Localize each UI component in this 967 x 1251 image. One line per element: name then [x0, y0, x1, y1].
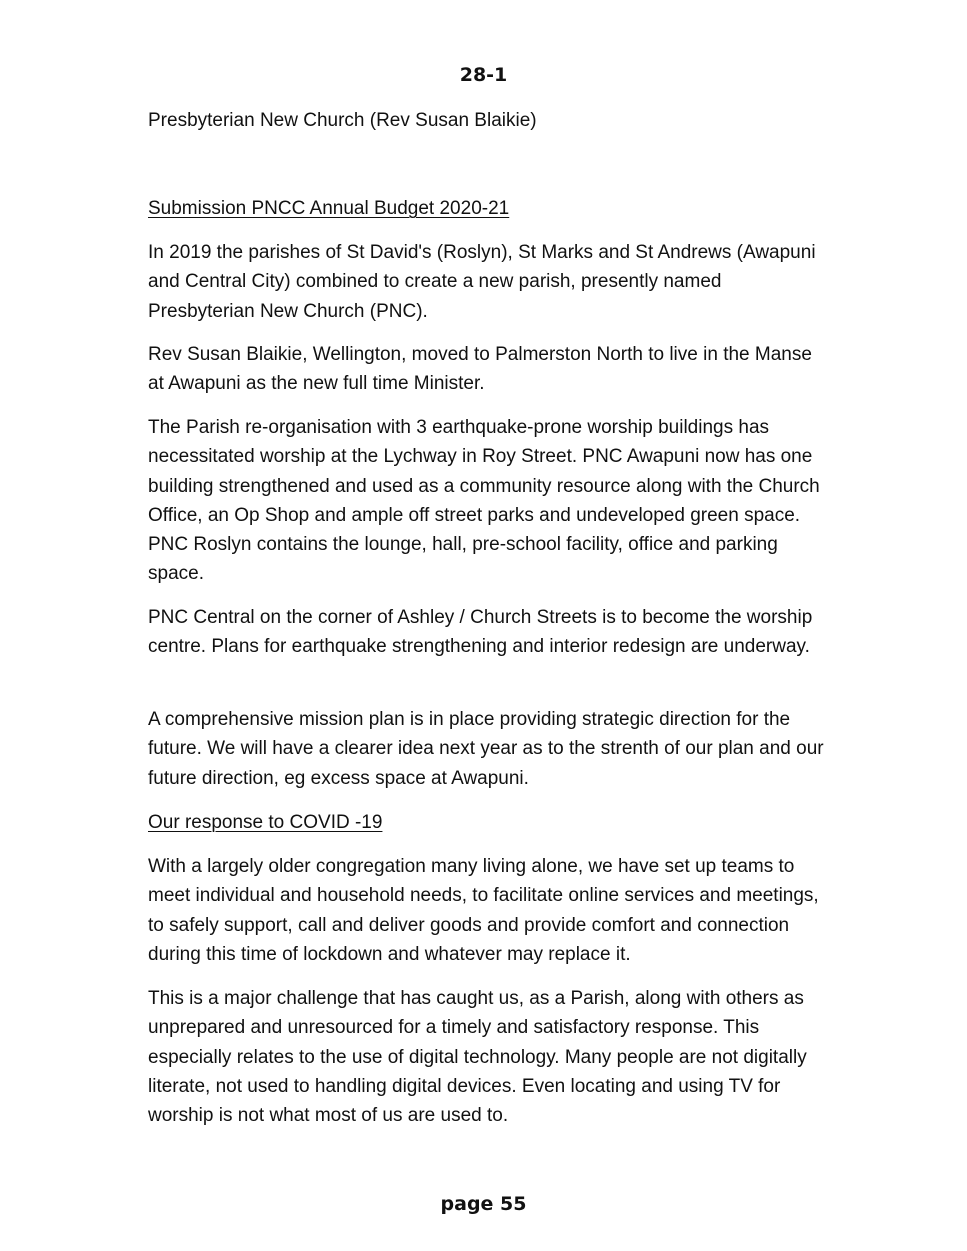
paragraph-mission-plan: A comprehensive mission plan is in place providing strategic direction for the future. We will have a clearer idea next year as to the strenth of our plan and our future direction, eg excess space at Awapuni.	[148, 709, 824, 789]
covid-heading	[148, 808, 828, 837]
paragraph-minister: Rev Susan Blaikie, Wellington, moved to Palmerston North to live in the Manse at Awapuni as the new full time Minister.	[148, 344, 812, 395]
title-line: Presbyterian New Church (Rev Susan Blaikie)	[148, 110, 537, 131]
paragraph-reorganisation: The Parish re-organisation with 3 earthquake-prone worship buildings has necessitated worship at the Lychway in Roy Street. PNC Awapuni now has one building strengthened and used as a community resource along with the Church Office, an Op Shop and ample off street parks and undeveloped green space. PNC Roslyn contains the lounge, hall, pre-school facility, office and parking space.	[148, 417, 820, 585]
submission-heading	[148, 194, 828, 223]
covid-heading-text: Our response to COVID -19	[148, 812, 383, 833]
paragraph-covid-teams: With a largely older congregation many living alone, we have set up teams to meet individual and household needs, to facilitate online services and meetings, to safely support, call and deliver goods and provide comfort and connection during this time of lockdown and whatever may replace it.	[148, 856, 819, 965]
page-reference: 28-1	[459, 64, 508, 86]
paragraph-parish-merger: In 2019 the parishes of St David's (Roslyn), St Marks and St Andrews (Awapuni and Central City) combined to create a new parish, presently named Presbyterian New Church (PNC).	[148, 242, 816, 322]
paragraph-central-worship: PNC Central on the corner of Ashley / Church Streets is to become the worship centre. Plans for earthquake strengthening and interior redesign are underway.	[148, 607, 813, 658]
paragraph-digital-challenge: This is a major challenge that has caught us, as a Parish, along with others as unprepared and unresourced for a timely and satisfactory response. This especially relates to the use of digital technology. Many people are not digitally literate, not used to handling digital devices. Even locating and using TV for worship is not what most of us are used to.	[148, 988, 807, 1127]
page-footer-number: page 55	[440, 1193, 527, 1215]
submission-heading-text: Submission PNCC Annual Budget 2020-21	[148, 198, 510, 219]
